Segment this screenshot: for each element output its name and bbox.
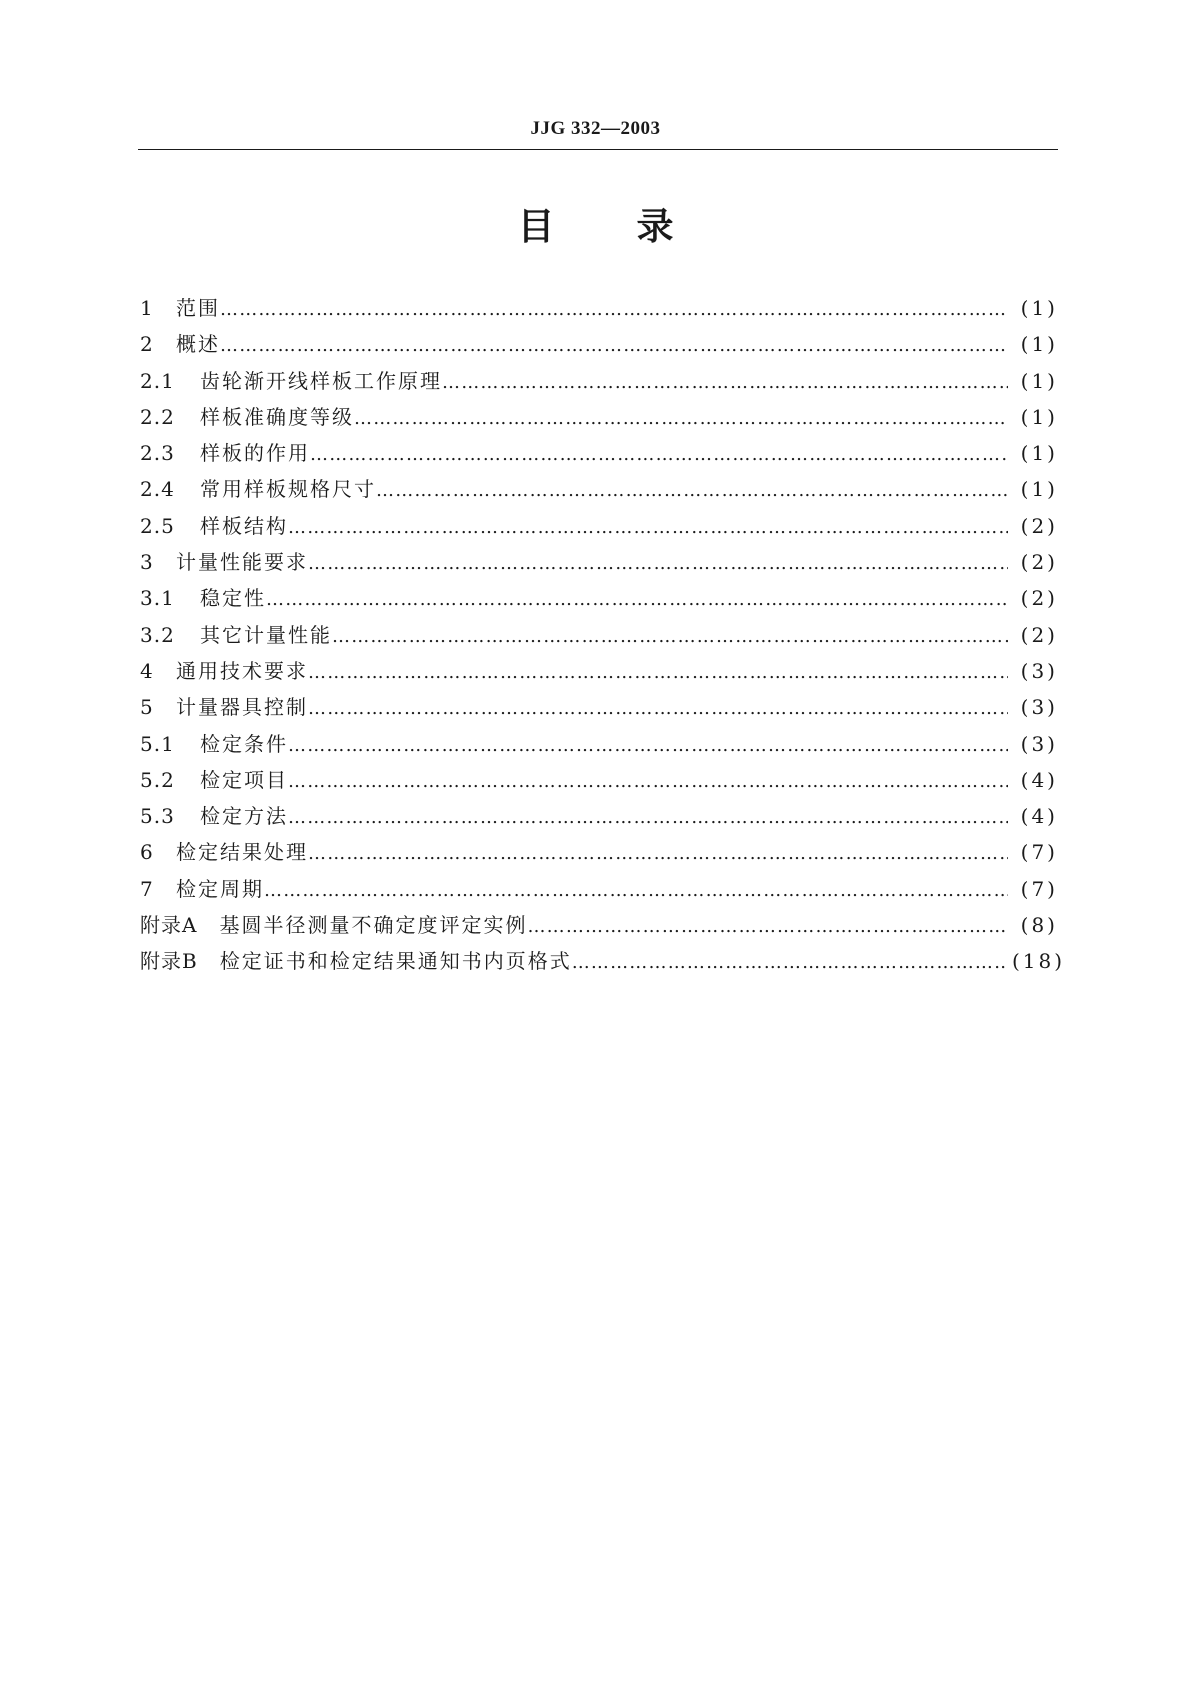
toc-entry-number: 5.3 <box>140 804 175 829</box>
toc-entry-label: 概述 <box>176 332 220 357</box>
toc-leader-dots <box>332 619 1008 655</box>
toc-entry-5-1[interactable] <box>140 726 1058 762</box>
toc-entry-label: 计量器具控制 <box>176 695 308 720</box>
toc-entry-number: 7 <box>140 876 154 901</box>
toc-leader-dots <box>288 728 1008 764</box>
toc-entry-page: (7) <box>1020 876 1058 901</box>
toc-entry-number: 2 <box>140 332 154 357</box>
page-title <box>0 203 1191 251</box>
toc-leader-dots <box>310 437 1008 473</box>
toc-leader-dots <box>527 909 1008 945</box>
toc-entry-label: 样板结构 <box>200 513 288 538</box>
toc-entry-label: 检定条件 <box>200 731 288 756</box>
toc-entry-page: (1) <box>1020 441 1058 466</box>
toc-entry-page: (1) <box>1020 404 1058 429</box>
toc-leader-dots <box>220 292 1008 328</box>
title-char-2: 录 <box>636 205 674 248</box>
toc-entry-page: (2) <box>1020 513 1058 538</box>
toc-entry-label: 检定项目 <box>200 767 288 792</box>
toc-entry-3-1[interactable] <box>140 580 1058 616</box>
toc-leader-dots <box>264 873 1008 909</box>
toc-entry-page: (1) <box>1020 477 1058 502</box>
toc-leader-dots <box>572 945 1008 981</box>
toc-leader-dots <box>288 510 1008 546</box>
toc-entry-page: (8) <box>1020 913 1058 938</box>
toc-entry-3-2[interactable] <box>140 617 1058 653</box>
toc-entry-appendix-a[interactable] <box>140 907 1058 943</box>
toc-entry-page: (3) <box>1020 695 1058 720</box>
toc-entry-number: 2.1 <box>140 368 175 393</box>
toc-entry-number: 3.2 <box>140 622 175 647</box>
toc-entry-label: 样板的作用 <box>200 441 310 466</box>
toc-entry-1[interactable] <box>140 290 1058 326</box>
title-char-1: 目 <box>517 205 555 248</box>
toc-entry-page: (2) <box>1020 586 1058 611</box>
toc-entry-number: 3.1 <box>140 586 175 611</box>
toc-entry-number: 5.2 <box>140 767 175 792</box>
toc-entry-label: 稳定性 <box>200 586 266 611</box>
toc-entry-page: (1) <box>1020 368 1058 393</box>
toc-entry-page: (7) <box>1020 840 1058 865</box>
toc-entry-label: 检定结果处理 <box>176 840 308 865</box>
toc-entry-page: (4) <box>1020 767 1058 792</box>
toc-entry-label: 范围 <box>176 296 220 320</box>
toc-entry-5[interactable] <box>140 689 1058 725</box>
toc-entry-page: (2) <box>1020 622 1058 647</box>
toc-entry-number: 附录B <box>140 949 198 974</box>
toc-entry-label: 样板准确度等级 <box>200 404 354 429</box>
header-rule <box>138 149 1058 150</box>
toc-entry-2-4[interactable] <box>140 471 1058 507</box>
toc-entry-5-3[interactable] <box>140 798 1058 834</box>
toc-entry-page: (4) <box>1020 804 1058 829</box>
toc-entry-page: (2) <box>1020 550 1058 575</box>
toc-entry-5-2[interactable] <box>140 762 1058 798</box>
toc-entry-number: 2.2 <box>140 404 175 429</box>
toc-entry-label: 通用技术要求 <box>176 658 308 683</box>
toc-entry-label: 检定周期 <box>176 876 264 901</box>
toc-entry-2[interactable] <box>140 326 1058 362</box>
toc-leader-dots <box>288 764 1008 800</box>
toc-entry-label: 检定证书和检定结果通知书内页格式 <box>219 949 572 974</box>
toc-entry-2-1[interactable] <box>140 363 1058 399</box>
toc-entry-label: 其它计量性能 <box>200 622 332 647</box>
toc-leader-dots <box>442 365 1008 401</box>
toc-entry-label: 齿轮渐开线样板工作原理 <box>200 368 442 393</box>
toc-leader-dots <box>220 328 1008 364</box>
toc-entry-number: 4 <box>140 658 154 683</box>
toc-entry-label: 常用样板规格尺寸 <box>200 477 376 502</box>
toc-entry-number: 3 <box>140 550 154 575</box>
toc-entry-number: 附录A <box>140 913 198 938</box>
toc-entry-page: (3) <box>1020 731 1058 756</box>
toc-entry-3[interactable] <box>140 544 1058 580</box>
toc-leader-dots <box>288 800 1008 836</box>
toc-entry-page: (3) <box>1020 658 1058 683</box>
toc-entry-7[interactable] <box>140 871 1058 907</box>
toc-entry-number: 5.1 <box>140 731 175 756</box>
toc-entry-number: 5 <box>140 695 154 720</box>
toc-leader-dots <box>354 401 1008 437</box>
table-of-contents <box>140 290 1066 980</box>
toc-entry-2-2[interactable] <box>140 399 1058 435</box>
toc-leader-dots <box>376 473 1008 509</box>
toc-leader-dots <box>266 582 1008 618</box>
toc-entry-label: 计量性能要求 <box>176 550 308 575</box>
toc-entry-page: (1) <box>1020 296 1058 320</box>
toc-entry-number: 2.5 <box>140 513 175 538</box>
running-header: JJG 332—2003 <box>530 118 661 139</box>
toc-leader-dots <box>308 655 1008 691</box>
toc-entry-label: 检定方法 <box>200 804 288 829</box>
toc-entry-4[interactable] <box>140 653 1058 689</box>
toc-leader-dots <box>308 546 1008 582</box>
toc-entry-number: 6 <box>140 840 154 865</box>
toc-entry-page: (1) <box>1020 332 1058 357</box>
toc-entry-number: 1 <box>140 296 154 320</box>
toc-entry-6[interactable] <box>140 834 1058 870</box>
toc-entry-number: 2.4 <box>140 477 175 502</box>
toc-entry-2-5[interactable] <box>140 508 1058 544</box>
toc-entry-page: (18) <box>1012 949 1066 974</box>
toc-leader-dots <box>308 691 1008 727</box>
toc-entry-appendix-b[interactable] <box>140 943 1066 979</box>
toc-entry-2-3[interactable] <box>140 435 1058 471</box>
toc-entry-number: 2.3 <box>140 441 175 466</box>
toc-entry-label: 基圆半径测量不确定度评定实例 <box>219 913 528 938</box>
toc-leader-dots <box>308 836 1008 872</box>
